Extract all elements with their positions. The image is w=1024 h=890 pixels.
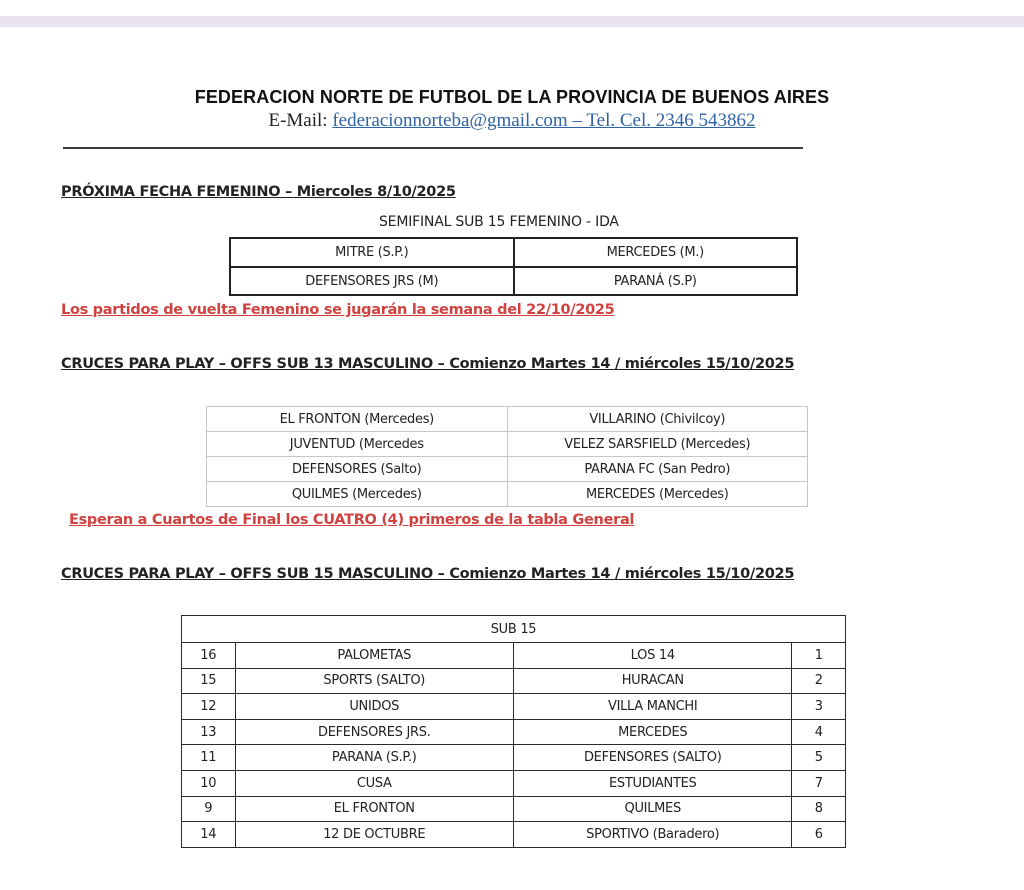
home-position: 16 (182, 643, 236, 669)
home-position: 15 (182, 668, 236, 694)
away-team: LOS 14 (513, 643, 791, 669)
away-position: 5 (792, 745, 846, 771)
table-row (207, 457, 808, 482)
table-row (230, 267, 797, 295)
away-team: SPORTIVO (Baradero) (513, 822, 791, 848)
home-team: EL FRONTON (Mercedes) (207, 407, 508, 432)
away-position: 4 (792, 719, 846, 745)
away-team: MERCEDES (513, 719, 791, 745)
table-row (230, 238, 797, 267)
away-team: PARANA FC (San Pedro) (507, 457, 808, 482)
table-row (207, 432, 808, 457)
home-team: EL FRONTON (235, 796, 513, 822)
femenino-matches-table (229, 237, 798, 296)
table-row (207, 482, 808, 507)
contact-link[interactable]: federacionnorteba@gmail.com – Tel. Cel. 2346 543862 (332, 110, 756, 131)
away-team: DEFENSORES (SALTO) (513, 745, 791, 771)
home-team: JUVENTUD (Mercedes (207, 432, 508, 457)
away-position: 6 (792, 822, 846, 848)
sub13-heading: CRUCES PARA PLAY – OFFS SUB 13 MASCULINO – Comienzo Martes 14 / miércoles 15/10/2025 (61, 356, 795, 372)
table-row (182, 796, 846, 822)
home-team: 12 DE OCTUBRE (235, 822, 513, 848)
femenino-heading: PRÓXIMA FECHA FEMENINO – Miercoles 8/10/2025 (61, 184, 456, 200)
home-position: 10 (182, 770, 236, 796)
contact-line (0, 110, 1024, 132)
table-row (182, 822, 846, 848)
home-team: DEFENSORES JRS. (235, 719, 513, 745)
table-row (182, 745, 846, 771)
away-team: HURACAN (513, 668, 791, 694)
away-team: MERCEDES (Mercedes) (507, 482, 808, 507)
sub15-heading: CRUCES PARA PLAY – OFFS SUB 15 MASCULINO – Comienzo Martes 14 / miércoles 15/10/2025 (61, 566, 795, 582)
home-position: 11 (182, 745, 236, 771)
home-team: QUILMES (Mercedes) (207, 482, 508, 507)
organization-title: FEDERACION NORTE DE FUTBOL DE LA PROVINCIA DE BUENOS AIRES (194, 87, 830, 107)
home-team: PALOMETAS (235, 643, 513, 669)
away-position: 2 (792, 668, 846, 694)
sub15-matches-table (181, 615, 846, 848)
femenino-table-caption: SEMIFINAL SUB 15 FEMENINO - IDA (379, 214, 619, 230)
sub13-matches-table (206, 406, 808, 507)
away-position: 8 (792, 796, 846, 822)
away-team: PARANÁ (S.P) (514, 267, 798, 295)
away-position: 3 (792, 694, 846, 720)
away-team: MERCEDES (M.) (514, 238, 798, 267)
table-row (207, 407, 808, 432)
table-row (182, 694, 846, 720)
email-label: E-Mail: (268, 110, 333, 131)
home-position: 14 (182, 822, 236, 848)
away-team: VELEZ SARSFIELD (Mercedes) (507, 432, 808, 457)
away-team: ESTUDIANTES (513, 770, 791, 796)
away-position: 1 (792, 643, 846, 669)
table-row (182, 643, 846, 669)
table-row (182, 668, 846, 694)
away-team: QUILMES (513, 796, 791, 822)
home-team: CUSA (235, 770, 513, 796)
away-team: VILLARINO (Chivilcoy) (507, 407, 808, 432)
away-position: 7 (792, 770, 846, 796)
femenino-note: Los partidos de vuelta Femenino se jugarán la semana del 22/10/2025 (61, 302, 615, 318)
home-team: SPORTS (SALTO) (235, 668, 513, 694)
away-team: VILLA MANCHI (513, 694, 791, 720)
home-team: DEFENSORES (Salto) (207, 457, 508, 482)
table-title-row (182, 616, 846, 643)
home-position: 12 (182, 694, 236, 720)
home-team: PARANA (S.P.) (235, 745, 513, 771)
home-team: UNIDOS (235, 694, 513, 720)
viewer-top-bar (0, 16, 1024, 27)
home-position: 13 (182, 719, 236, 745)
home-position: 9 (182, 796, 236, 822)
table-row (182, 719, 846, 745)
table-row (182, 770, 846, 796)
table-title: SUB 15 (182, 616, 846, 643)
home-team: MITRE (S.P.) (230, 238, 514, 267)
header-divider (63, 147, 803, 149)
sub13-note: Esperan a Cuartos de Final los CUATRO (4) primeros de la tabla General (69, 512, 635, 528)
home-team: DEFENSORES JRS (M) (230, 267, 514, 295)
